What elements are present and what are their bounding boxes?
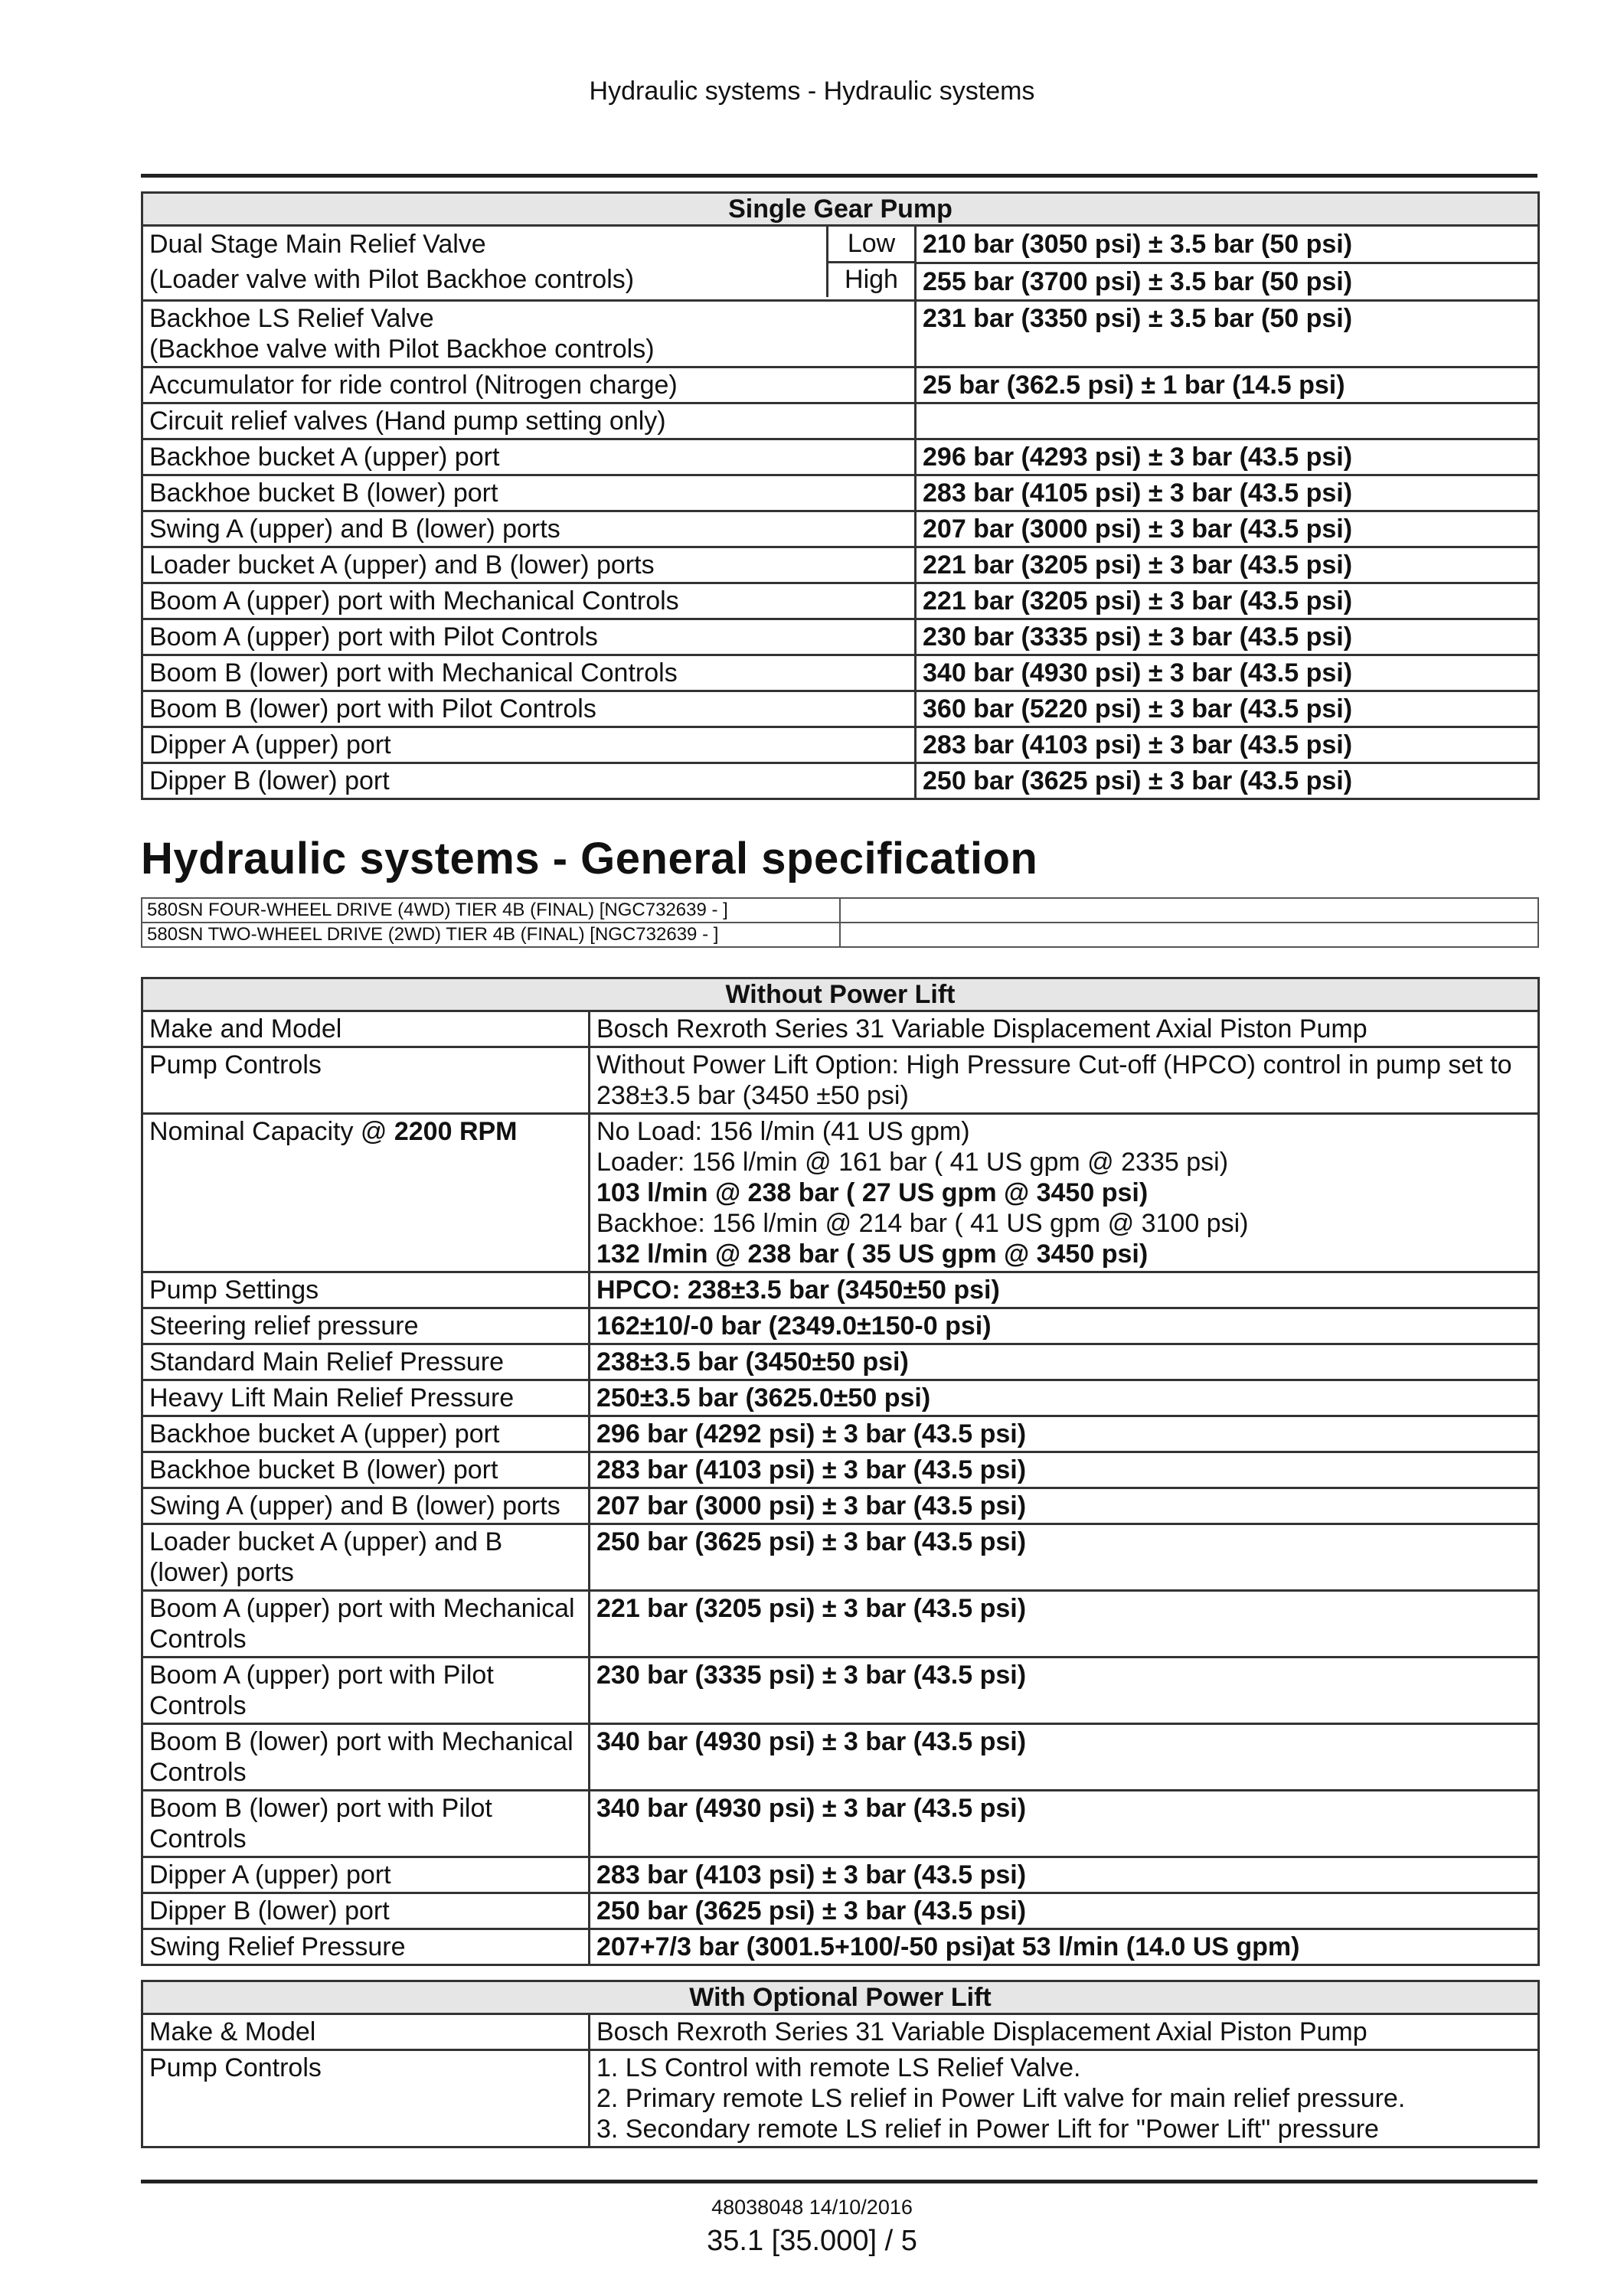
dual-stage-label: Dual Stage Main Relief Valve (149, 230, 486, 259)
spec-label: Dipper B (lower) port (142, 763, 916, 799)
spec-label: Dipper B (lower) port (142, 1893, 590, 1929)
spec-label: Pump Controls (142, 2050, 590, 2147)
spec-row (142, 367, 1539, 403)
spec-label: Backhoe bucket B (lower) port (142, 1452, 590, 1488)
spec-label: Accumulator for ride control (Nitrogen charge) (142, 367, 916, 403)
spec-value: 25 bar (362.5 psi) ± 1 bar (14.5 psi) (916, 367, 1539, 403)
stage-high-label: High (826, 262, 914, 297)
dual-stage-sublabel: (Loader valve with Pilot Backhoe controls) (149, 265, 635, 294)
spec-value: 250 bar (3625 psi) ± 3 bar (43.5 psi) (916, 763, 1539, 799)
spec-row (142, 1011, 1539, 1047)
spec-row (142, 619, 1539, 655)
spec-row (142, 655, 1539, 691)
capacity-label: Nominal Capacity @ (149, 1117, 394, 1146)
spec-row (142, 2050, 1539, 2147)
dual-stage-label-cell (142, 226, 916, 301)
model-row (142, 898, 1538, 923)
spec-label: Pump Settings (142, 1272, 590, 1308)
spec-row (142, 1929, 1539, 1965)
spec-value: 296 bar (4293 psi) ± 3 bar (43.5 psi) (916, 439, 1539, 475)
spec-row (142, 583, 1539, 619)
spec-row (142, 1344, 1539, 1380)
spec-value: 238±3.5 bar (3450±50 psi) (590, 1344, 1539, 1380)
footer-doc-id: 48038048 14/10/2016 (711, 2196, 913, 2219)
spec-value: 221 bar (3205 psi) ± 3 bar (43.5 psi) (590, 1591, 1539, 1657)
list-item: 3. Secondary remote LS relief in Power Lift for "Power Lift" pressure (596, 2115, 1379, 2144)
spec-label: Boom B (lower) port with Pilot Controls (142, 1791, 590, 1857)
pump-controls-list (596, 2053, 1531, 2144)
spec-row (142, 1724, 1539, 1791)
dual-stage-value-cell (916, 226, 1539, 301)
spec-row (142, 1857, 1539, 1893)
spec-row (142, 1308, 1539, 1344)
running-header: Hydraulic systems - Hydraulic systems (589, 77, 1035, 106)
spec-row (142, 1452, 1539, 1488)
spec-label (142, 1114, 590, 1272)
spec-row (142, 1047, 1539, 1114)
spec-row (142, 511, 1539, 547)
spec-row (142, 403, 1539, 439)
model-row (142, 923, 1538, 947)
spec-value: 340 bar (4930 psi) ± 3 bar (43.5 psi) (590, 1791, 1539, 1857)
stage-low-value: 210 bar (3050 psi) ± 3.5 bar (50 psi) (923, 230, 1353, 259)
spec-label: Boom B (lower) port with Pilot Controls (142, 691, 916, 727)
spec-value: 230 bar (3335 psi) ± 3 bar (43.5 psi) (916, 619, 1539, 655)
list-item: 1. LS Control with remote LS Relief Valve. (596, 2053, 1081, 2082)
list-item: 2. Primary remote LS relief in Power Lift valve for main relief pressure. (596, 2084, 1406, 2113)
spec-row (142, 1657, 1539, 1724)
spec-label: Backhoe bucket A (upper) port (142, 1416, 590, 1452)
spec-label: Swing Relief Pressure (142, 1929, 590, 1965)
spec-value: 221 bar (3205 psi) ± 3 bar (43.5 psi) (916, 583, 1539, 619)
spec-label: Boom A (upper) port with Mechanical Controls (142, 1591, 590, 1657)
spec-value: 221 bar (3205 psi) ± 3 bar (43.5 psi) (916, 547, 1539, 583)
spec-value: 207+7/3 bar (3001.5+100/-50 psi)at 53 l/min (14.0 US gpm) (590, 1929, 1539, 1965)
spec-row (142, 763, 1539, 799)
spec-label: Boom A (upper) port with Pilot Controls (142, 1657, 590, 1724)
spec-label: Swing A (upper) and B (lower) ports (142, 511, 916, 547)
spec-label: Loader bucket A (upper) and B (lower) ports (142, 547, 916, 583)
spec-value: 250 bar (3625 psi) ± 3 bar (43.5 psi) (590, 1893, 1539, 1929)
spec-row (142, 1114, 1539, 1272)
spec-label: Steering relief pressure (142, 1308, 590, 1344)
spec-value: Bosch Rexroth Series 31 Variable Displacement Axial Piston Pump (590, 2014, 1539, 2050)
table-heading: Single Gear Pump (142, 193, 1539, 226)
spec-row (142, 301, 1539, 367)
single-gear-pump-table (141, 191, 1540, 800)
spec-row (142, 727, 1539, 763)
spec-label: Boom B (lower) port with Mechanical Controls (142, 655, 916, 691)
footer-page-number: 35.1 [35.000] / 5 (707, 2225, 917, 2257)
model-name: 580SN FOUR-WHEEL DRIVE (4WD) TIER 4B (FINAL) [NGC732639 - ] (142, 898, 840, 923)
capacity-line: Backhoe: 156 l/min @ 214 bar ( 41 US gpm @ 3100 psi) (596, 1209, 1249, 1238)
spec-row (142, 1893, 1539, 1929)
spec-label: Make and Model (142, 1011, 590, 1047)
bottom-rule (141, 2180, 1537, 2183)
without-power-lift-table (141, 977, 1540, 1966)
spec-row (142, 439, 1539, 475)
spec-row (142, 2014, 1539, 2050)
spec-label: Loader bucket A (upper) and B (lower) ports (142, 1524, 590, 1591)
capacity-line: 132 l/min @ 238 bar ( 35 US gpm @ 3450 psi) (596, 1239, 1149, 1269)
spec-row (142, 1591, 1539, 1657)
spec-value (590, 1114, 1539, 1272)
spec-row (142, 1791, 1539, 1857)
table-heading: With Optional Power Lift (142, 1981, 1539, 2014)
table-heading: Without Power Lift (142, 978, 1539, 1011)
spec-value: 231 bar (3350 psi) ± 3.5 bar (50 psi) (916, 301, 1539, 367)
stage-high-value: 255 bar (3700 psi) ± 3.5 bar (50 psi) (923, 267, 1353, 296)
spec-row (142, 1524, 1539, 1591)
spec-value: 340 bar (4930 psi) ± 3 bar (43.5 psi) (590, 1724, 1539, 1791)
spec-label: Standard Main Relief Pressure (142, 1344, 590, 1380)
table-heading-row (142, 1981, 1539, 2014)
spec-value: 207 bar (3000 psi) ± 3 bar (43.5 psi) (590, 1488, 1539, 1524)
spec-label: Swing A (upper) and B (lower) ports (142, 1488, 590, 1524)
spec-label: Backhoe bucket A (upper) port (142, 439, 916, 475)
spec-row (142, 691, 1539, 727)
spec-value: Without Power Lift Option: High Pressure Cut-off (HPCO) control in pump set to 238±3.5 bar (3450 ±50 psi) (590, 1047, 1539, 1114)
table-heading-row (142, 978, 1539, 1011)
section-title: Hydraulic systems - General specification (141, 834, 1038, 883)
spec-value: HPCO: 238±3.5 bar (3450±50 psi) (590, 1272, 1539, 1308)
spec-value: 283 bar (4103 psi) ± 3 bar (43.5 psi) (590, 1452, 1539, 1488)
spec-value: Bosch Rexroth Series 31 Variable Displacement Axial Piston Pump (590, 1011, 1539, 1047)
spec-label: Circuit relief valves (Hand pump setting only) (142, 403, 916, 439)
model-blank (840, 923, 1538, 947)
top-rule (141, 174, 1537, 178)
capacity-rpm: 2200 RPM (394, 1117, 518, 1146)
spec-value: 296 bar (4292 psi) ± 3 bar (43.5 psi) (590, 1416, 1539, 1452)
with-power-lift-table (141, 1980, 1540, 2148)
spec-value: 360 bar (5220 psi) ± 3 bar (43.5 psi) (916, 691, 1539, 727)
spec-value: 283 bar (4103 psi) ± 3 bar (43.5 psi) (916, 727, 1539, 763)
capacity-line: 103 l/min @ 238 bar ( 27 US gpm @ 3450 psi) (596, 1178, 1149, 1207)
spec-label: Boom A (upper) port with Mechanical Controls (142, 583, 916, 619)
spec-value: 250±3.5 bar (3625.0±50 psi) (590, 1380, 1539, 1416)
spec-label: Boom B (lower) port with Mechanical Controls (142, 1724, 590, 1791)
spec-label: Dipper A (upper) port (142, 1857, 590, 1893)
spec-value: 283 bar (4103 psi) ± 3 bar (43.5 psi) (590, 1857, 1539, 1893)
model-applicability-table (141, 897, 1539, 948)
stage-low-label: Low (826, 226, 914, 263)
spec-value: 207 bar (3000 psi) ± 3 bar (43.5 psi) (916, 511, 1539, 547)
spec-label: Dipper A (upper) port (142, 727, 916, 763)
spec-value (590, 2050, 1539, 2147)
spec-row (142, 1488, 1539, 1524)
model-name: 580SN TWO-WHEEL DRIVE (2WD) TIER 4B (FINAL) [NGC732639 - ] (142, 923, 840, 947)
model-blank (840, 898, 1538, 923)
spec-row (142, 1380, 1539, 1416)
spec-label: Backhoe LS Relief Valve (Backhoe valve with Pilot Backhoe controls) (142, 301, 916, 367)
spec-value: 230 bar (3335 psi) ± 3 bar (43.5 psi) (590, 1657, 1539, 1724)
spec-value: 283 bar (4105 psi) ± 3 bar (43.5 psi) (916, 475, 1539, 511)
spec-value: 162±10/-0 bar (2349.0±150-0 psi) (590, 1308, 1539, 1344)
dual-stage-row (142, 226, 1539, 301)
spec-value: 250 bar (3625 psi) ± 3 bar (43.5 psi) (590, 1524, 1539, 1591)
spec-label: Heavy Lift Main Relief Pressure (142, 1380, 590, 1416)
spec-row (142, 1272, 1539, 1308)
spec-row (142, 547, 1539, 583)
spec-value: 340 bar (4930 psi) ± 3 bar (43.5 psi) (916, 655, 1539, 691)
spec-label: Backhoe bucket B (lower) port (142, 475, 916, 511)
table-heading-row (142, 193, 1539, 226)
spec-row (142, 1416, 1539, 1452)
spec-label: Pump Controls (142, 1047, 590, 1114)
spec-label: Make & Model (142, 2014, 590, 2050)
spec-label: Boom A (upper) port with Pilot Controls (142, 619, 916, 655)
capacity-line: Loader: 156 l/min @ 161 bar ( 41 US gpm @ 2335 psi) (596, 1148, 1229, 1177)
capacity-line: No Load: 156 l/min (41 US gpm) (596, 1117, 970, 1146)
spec-row (142, 475, 1539, 511)
spec-value (916, 403, 1539, 439)
